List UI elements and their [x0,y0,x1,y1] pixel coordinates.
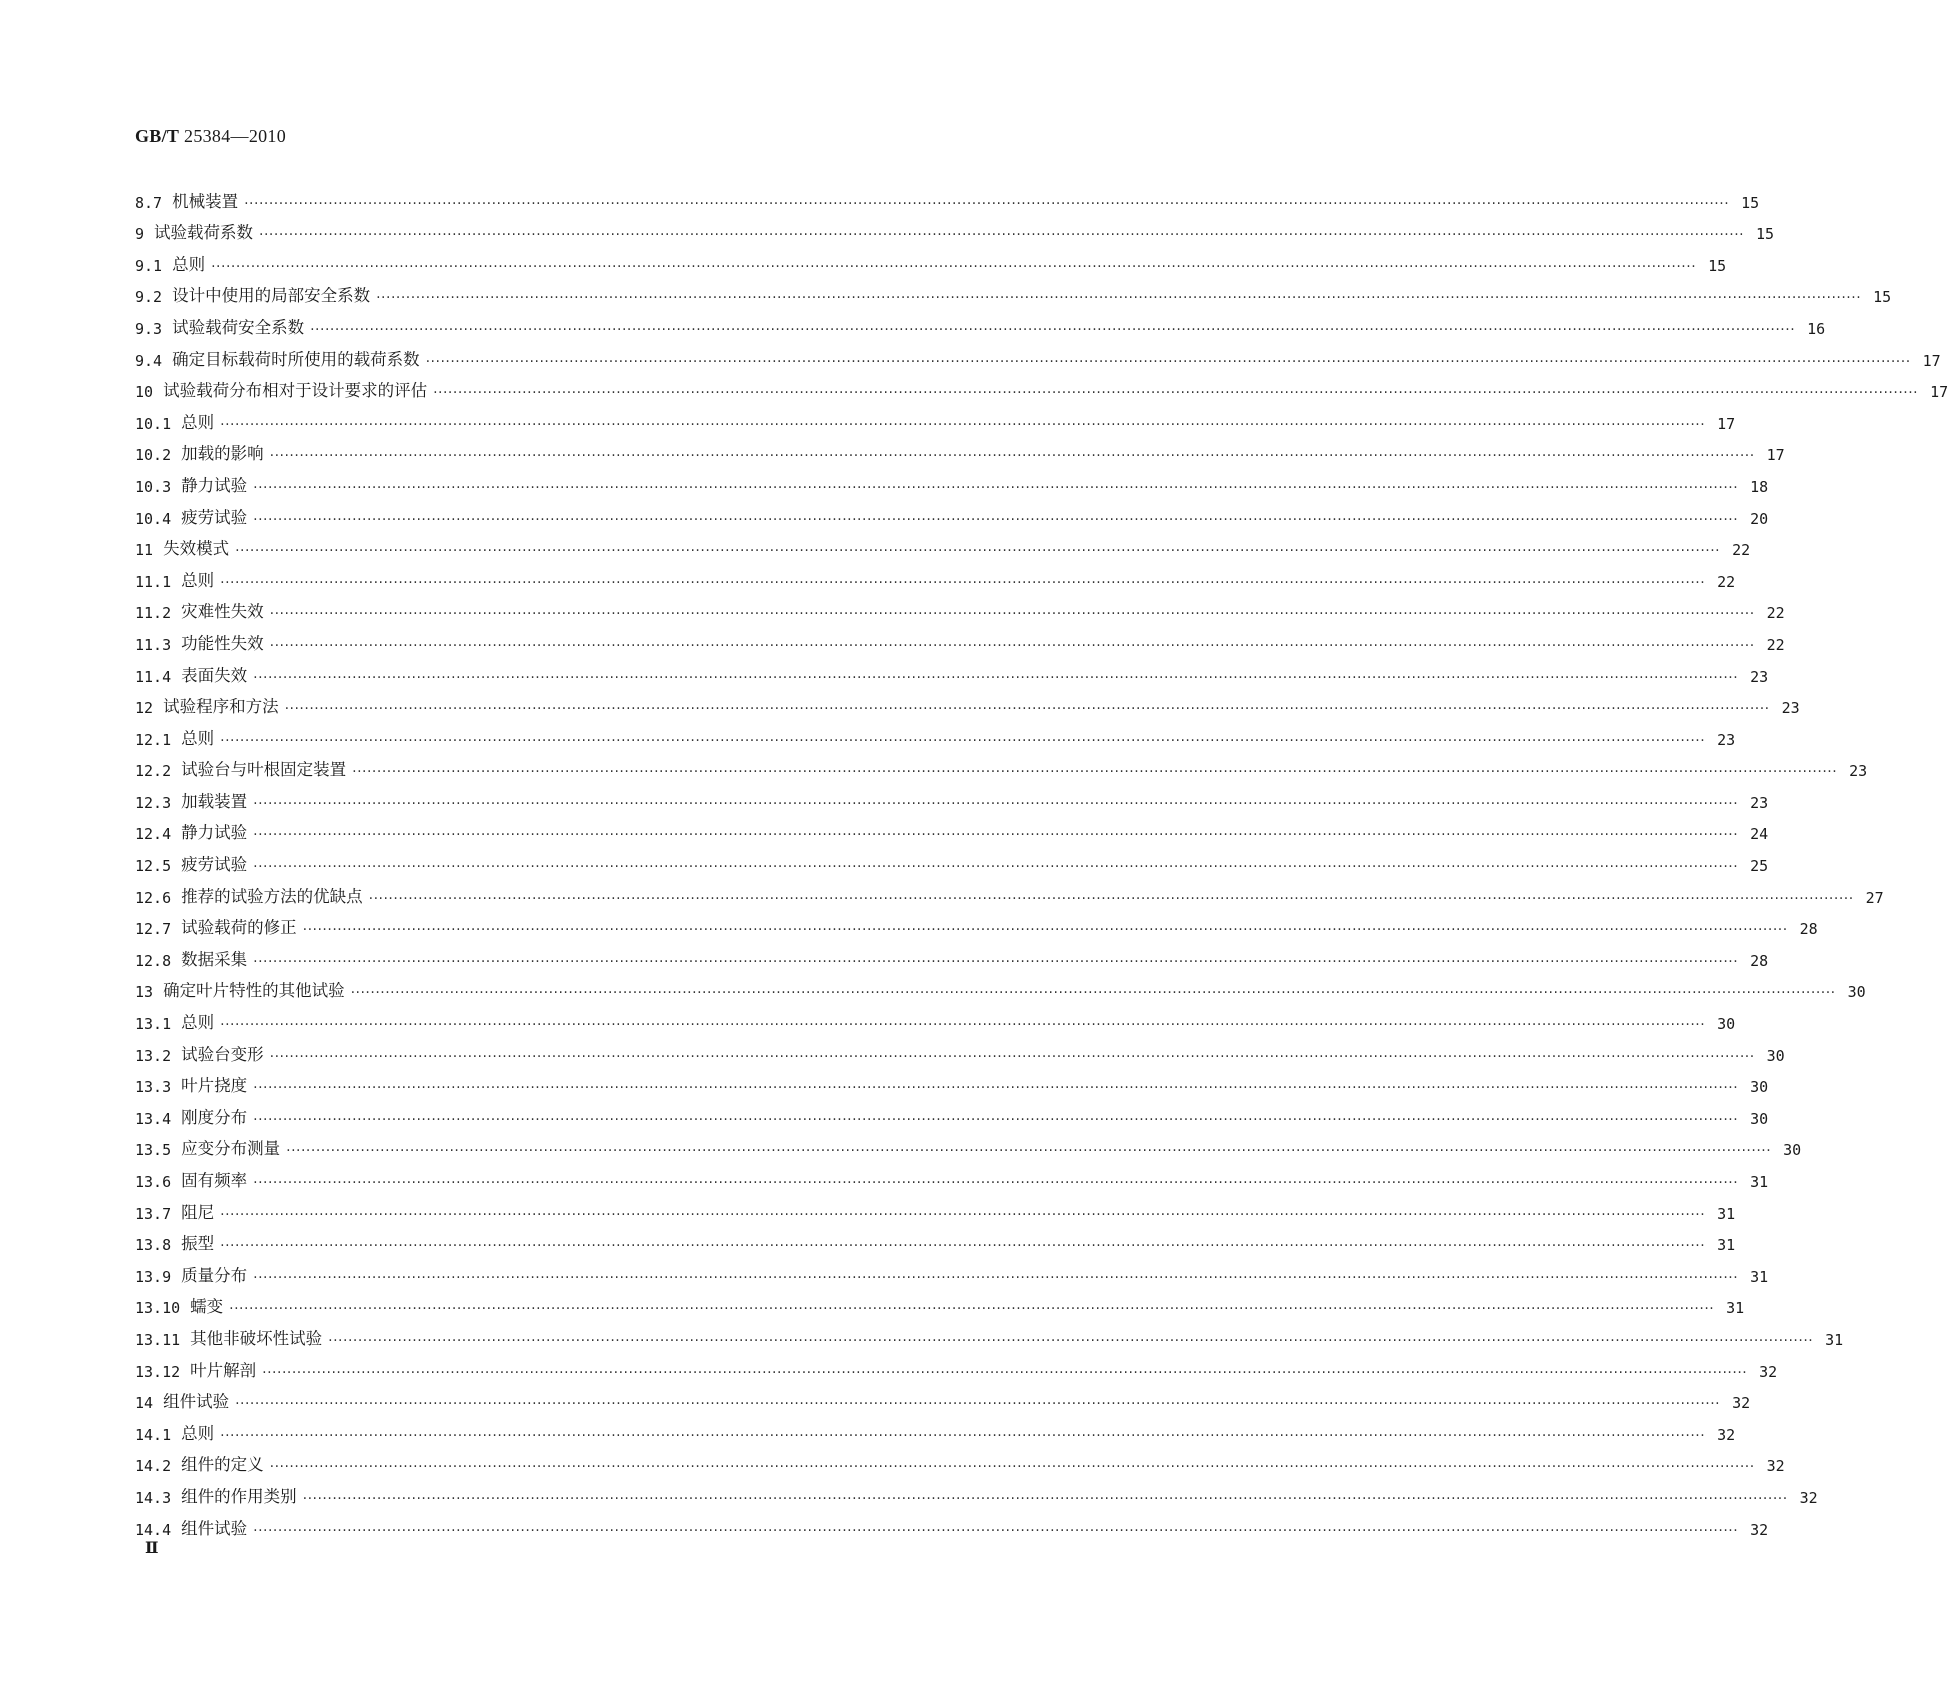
toc-section-number: 13.12 [135,1362,181,1381]
toc-page-number: 31 [1726,1299,1745,1318]
toc-section-number: 12.3 [135,793,172,812]
toc-leader-dots: ············································································································································································································································································································ [253,795,1739,812]
toc-title: 表面失效 [181,665,248,685]
toc-title: 静力试验 [181,475,248,495]
toc-section-number: 13.7 [135,1204,172,1223]
toc-page-number: 30 [1847,983,1866,1002]
toc-title: 数据采集 [181,949,248,969]
toc-page-number: 15 [1741,193,1760,212]
toc-page-number: 25 [1750,857,1769,876]
toc-title: 组件的作用类别 [181,1486,297,1506]
toc-entry[interactable] [135,812,1769,844]
toc-entry[interactable] [135,938,1769,970]
toc-entry[interactable] [135,1475,1818,1507]
toc-page-number: 32 [1799,1488,1818,1507]
toc-leader-dots: ············································································································································································································································································································ [286,1143,1772,1160]
toc-entry[interactable] [135,275,1892,307]
toc-section-number: 9 [135,225,145,244]
toc-leader-dots: ············································································································································································································································································································ [220,732,1706,749]
toc-section-number: 9.4 [135,351,163,370]
toc-title: 阻尼 [181,1202,215,1222]
toc-page-number: 30 [1783,1141,1802,1160]
toc-section-number: 11.4 [135,667,172,686]
toc-section-number: 10.2 [135,446,172,465]
toc-entry[interactable] [135,1317,1844,1349]
toc-leader-dots: ············································································································································································································································································································ [302,1490,1788,1507]
toc-entry[interactable] [135,1286,1745,1318]
toc-section-number: 9.2 [135,288,163,307]
toc-entry[interactable] [135,1065,1769,1097]
toc-title: 叶片解剖 [190,1360,257,1380]
toc-leader-dots: ············································································································································································································································································································ [220,1206,1706,1223]
toc-title: 试验台与叶根固定装置 [181,760,347,780]
toc-section-number: 13.2 [135,1046,172,1065]
toc-page-number: 22 [1766,604,1785,623]
toc-page-number: 32 [1717,1425,1736,1444]
toc-section-number: 13.11 [135,1330,181,1349]
standard-header [135,126,286,147]
toc-section-number: 11 [135,541,154,560]
toc-page-number: 23 [1750,667,1769,686]
toc-section-number: 12.2 [135,762,172,781]
toc-leader-dots: ············································································································································································································································································································ [253,953,1739,970]
toc-leader-dots: ············································································································································································································································································································ [253,859,1739,876]
toc-title: 推荐的试验方法的优缺点 [181,886,363,906]
toc-entry[interactable] [135,1254,1769,1286]
toc-leader-dots: ············································································································································································································································································································ [220,1017,1706,1034]
toc-section-number: 9.3 [135,319,163,338]
toc-leader-dots: ············································································································································································································································································································ [253,827,1739,844]
toc-section-number: 13.3 [135,1078,172,1097]
toc-page-number: 15 [1708,256,1727,275]
toc-page-number: 31 [1717,1236,1736,1255]
toc-section-number: 14.3 [135,1488,172,1507]
toc-page-number: 32 [1766,1457,1785,1476]
toc-page-number: 30 [1750,1109,1769,1128]
toc-entry[interactable] [135,591,1785,623]
toc-entry[interactable] [135,464,1769,496]
toc-title: 确定目标载荷时所使用的载荷系数 [172,349,420,369]
toc-leader-dots: ············································································································································································································································································································ [269,1459,1755,1476]
toc-title: 试验台变形 [181,1044,264,1064]
toc-page-number: 20 [1750,509,1769,528]
toc-entry[interactable] [135,1507,1769,1539]
toc-leader-dots: ············································································································································································································································································································ [284,701,1770,718]
toc-page-number: 23 [1781,699,1800,718]
toc-title: 组件试验 [163,1392,230,1412]
toc-page-number: 15 [1756,225,1775,244]
toc-page-number: 32 [1750,1520,1769,1539]
toc-page-number: 32 [1759,1362,1778,1381]
page-number: Ⅱ [145,1540,159,1557]
toc-title: 组件试验 [181,1518,248,1538]
toc-page-number: 32 [1732,1394,1751,1413]
toc-title: 组件的定义 [181,1455,264,1475]
toc-title: 功能性失效 [181,633,264,653]
toc-title: 试验程序和方法 [163,697,279,717]
toc-page-number: 17 [1930,383,1948,402]
toc-entry[interactable] [135,970,1866,1002]
toc-title: 试验载荷安全系数 [172,317,305,337]
toc-page-number: 28 [1799,920,1818,939]
toc-leader-dots: ············································································································································································································································································································ [220,1427,1706,1444]
toc-section-number: 13 [135,983,154,1002]
toc-leader-dots: ············································································································································································································································································································ [220,1238,1706,1255]
toc-section-number: 10 [135,383,154,402]
toc-entry[interactable] [135,1381,1751,1413]
table-of-contents [135,180,1948,1539]
toc-section-number: 12.8 [135,951,172,970]
toc-entry[interactable] [135,654,1769,686]
toc-leader-dots: ············································································································································································································································································································ [253,1111,1739,1128]
toc-title: 振型 [181,1234,215,1254]
toc-page-number: 24 [1750,825,1769,844]
toc-title: 应变分布测量 [181,1139,281,1159]
toc-section-number: 14 [135,1394,154,1413]
toc-title: 试验载荷分布相对于设计要求的评估 [163,381,428,401]
toc-section-number: 10.4 [135,509,172,528]
toc-leader-dots: ············································································································································································································································································································ [352,764,1838,781]
toc-entry[interactable] [135,686,1800,718]
toc-page-number: 30 [1750,1078,1769,1097]
toc-page-number: 31 [1750,1173,1769,1191]
toc-entry[interactable] [135,433,1785,465]
toc-leader-dots: ············································································································································································································································································································ [376,290,1862,307]
toc-section-number: 11.2 [135,604,172,623]
toc-leader-dots: ············································································································································································································································································································ [269,448,1755,465]
toc-page-number: 30 [1766,1046,1785,1065]
toc-leader-dots: ············································································································································································································································································································ [425,353,1911,370]
toc-title: 确定叶片特性的其他试验 [163,981,345,1001]
toc-section-number: 13.6 [135,1173,172,1191]
toc-leader-dots: ············································································································································································································································································································ [235,543,1721,560]
toc-section-number: 11.1 [135,572,172,591]
toc-section-number: 12.7 [135,920,172,939]
toc-leader-dots: ············································································································································································································································································································ [253,1522,1739,1539]
toc-entry[interactable] [135,1349,1778,1381]
toc-title: 总则 [181,728,215,748]
toc-page-number: 22 [1732,541,1751,560]
toc-title: 固有频率 [181,1171,248,1190]
toc-page-number: 23 [1717,730,1736,749]
standard-code: GB/T [135,126,180,146]
toc-leader-dots: ············································································································································································································································································································ [269,637,1755,654]
toc-entry[interactable] [135,717,1736,749]
toc-page-number: 22 [1766,635,1785,654]
toc-leader-dots: ············································································································································································································································································································ [302,922,1788,939]
toc-section-number: 14.1 [135,1425,172,1444]
toc-leader-dots: ············································································································································································································································································································ [259,227,1745,244]
toc-entry[interactable] [135,843,1769,876]
toc-title: 机械装置 [172,191,239,211]
toc-entry[interactable] [135,528,1751,560]
toc-section-number: 13.1 [135,1015,172,1034]
toc-title: 蠕变 [190,1297,224,1317]
toc-page-number: 23 [1750,793,1769,812]
toc-page-number: 18 [1750,477,1769,496]
toc-section-number: 13.8 [135,1236,172,1255]
toc-leader-dots: ············································································································································································································································································································ [220,574,1706,591]
toc-title: 总则 [181,570,215,590]
toc-leader-dots: ············································································································································································································································································································ [235,1396,1721,1413]
toc-entry[interactable] [135,338,1941,370]
toc-leader-dots: ············································································································································································································································································································ [310,321,1796,338]
toc-section-number: 8.7 [135,193,163,212]
standard-number: 25384—2010 [184,126,287,146]
toc-title: 静力试验 [181,823,248,843]
toc-title: 其他非破坏性试验 [190,1328,323,1348]
toc-title: 质量分布 [181,1265,248,1285]
toc-entry[interactable] [135,1128,1802,1160]
toc-leader-dots: ············································································································································································································································································································ [253,1080,1739,1097]
toc-leader-dots: ············································································································································································································································································································ [269,606,1755,623]
toc-page-number: 16 [1807,319,1826,338]
toc-entry[interactable] [135,401,1736,433]
toc-section-number: 11.3 [135,635,172,654]
toc-leader-dots: ············································································································································································································································································································ [350,985,1836,1002]
toc-leader-dots: ············································································································································································································································································································ [368,890,1854,907]
toc-page-number: 31 [1717,1204,1736,1223]
toc-page-number: 15 [1873,288,1892,307]
toc-section-number: 9.1 [135,256,163,275]
toc-section-number: 14.4 [135,1520,172,1539]
toc-page-number: 31 [1750,1267,1769,1286]
toc-leader-dots: ············································································································································································································································································································ [211,258,1697,275]
toc-page-number: 27 [1865,888,1884,907]
toc-section-number: 13.4 [135,1109,172,1128]
toc-entry[interactable] [135,180,1760,212]
toc-section-number: 14.2 [135,1457,172,1476]
toc-entry[interactable] [135,1412,1736,1444]
toc-title: 试验载荷系数 [154,223,254,243]
toc-entry[interactable] [135,749,1868,781]
toc-page-number: 28 [1750,951,1769,970]
toc-title: 总则 [172,254,206,274]
toc-entry[interactable] [135,1159,1769,1191]
toc-title: 总则 [181,1013,215,1033]
toc-section-number: 10.3 [135,477,172,496]
toc-page-number: 23 [1849,762,1868,781]
toc-leader-dots: ············································································································································································································································································································ [262,1364,1748,1381]
toc-leader-dots: ············································································································································································································································································································ [244,195,1730,212]
toc-section-number: 13.10 [135,1299,181,1318]
toc-leader-dots: ············································································································································································································································································································ [253,669,1739,686]
toc-title: 疲劳试验 [181,855,248,875]
toc-page-number: 17 [1717,414,1736,433]
toc-title: 刚度分布 [181,1107,248,1127]
toc-title: 试验载荷的修正 [181,918,297,938]
toc-title: 疲劳试验 [181,507,248,527]
toc-section-number: 12 [135,699,154,718]
toc-section-number: 12.4 [135,825,172,844]
toc-entry[interactable] [135,780,1769,812]
toc-entry[interactable] [135,622,1785,654]
toc-entry[interactable] [135,212,1775,244]
toc-title: 加载装置 [181,791,248,811]
toc-page-number: 17 [1922,351,1941,370]
toc-page-number: 22 [1717,572,1736,591]
toc-leader-dots: ············································································································································································································································································································ [253,1175,1739,1191]
toc-leader-dots: ············································································································································································································································································································ [253,511,1739,528]
toc-entry[interactable] [135,1033,1785,1065]
toc-title: 加载的影响 [181,444,264,464]
toc-title: 灾难性失效 [181,602,264,622]
toc-entry[interactable] [135,1223,1736,1255]
toc-page-number: 30 [1717,1015,1736,1034]
toc-leader-dots: ············································································································································································································································································································ [433,385,1919,402]
toc-entry[interactable] [135,559,1736,591]
toc-entry[interactable] [135,1096,1769,1128]
toc-entry[interactable] [135,1444,1785,1476]
toc-leader-dots: ············································································································································································································································································································ [220,416,1706,433]
toc-page-number: 31 [1825,1330,1844,1349]
toc-leader-dots: ············································································································································································································································································································ [253,1269,1739,1286]
toc-leader-dots: ············································································································································································································································································································ [328,1332,1814,1349]
toc-section-number: 13.9 [135,1267,172,1286]
toc-entry[interactable] [135,370,1948,402]
toc-entry[interactable] [135,306,1826,338]
toc-leader-dots: ············································································································································································································································································································ [253,479,1739,496]
toc-section-number: 12.6 [135,888,172,907]
toc-leader-dots: ············································································································································································································································································································ [269,1048,1755,1065]
toc-section-number: 10.1 [135,414,172,433]
toc-section-number: 12.1 [135,730,172,749]
toc-entry[interactable] [135,496,1769,528]
toc-entry[interactable] [135,907,1818,939]
toc-entry[interactable] [135,1191,1736,1223]
toc-title: 总则 [181,412,215,432]
toc-entry[interactable] [135,1001,1736,1034]
toc-leader-dots: ············································································································································································································································································································ [229,1301,1715,1318]
toc-section-number: 13.5 [135,1141,172,1160]
toc-section-number: 12.5 [135,857,172,876]
toc-entry[interactable] [135,875,1884,907]
toc-title: 设计中使用的局部安全系数 [172,286,371,306]
toc-title: 叶片挠度 [181,1076,248,1096]
toc-title: 总则 [181,1423,215,1443]
toc-page-number: 17 [1766,446,1785,465]
toc-title: 失效模式 [163,539,230,559]
toc-entry[interactable] [135,243,1727,275]
